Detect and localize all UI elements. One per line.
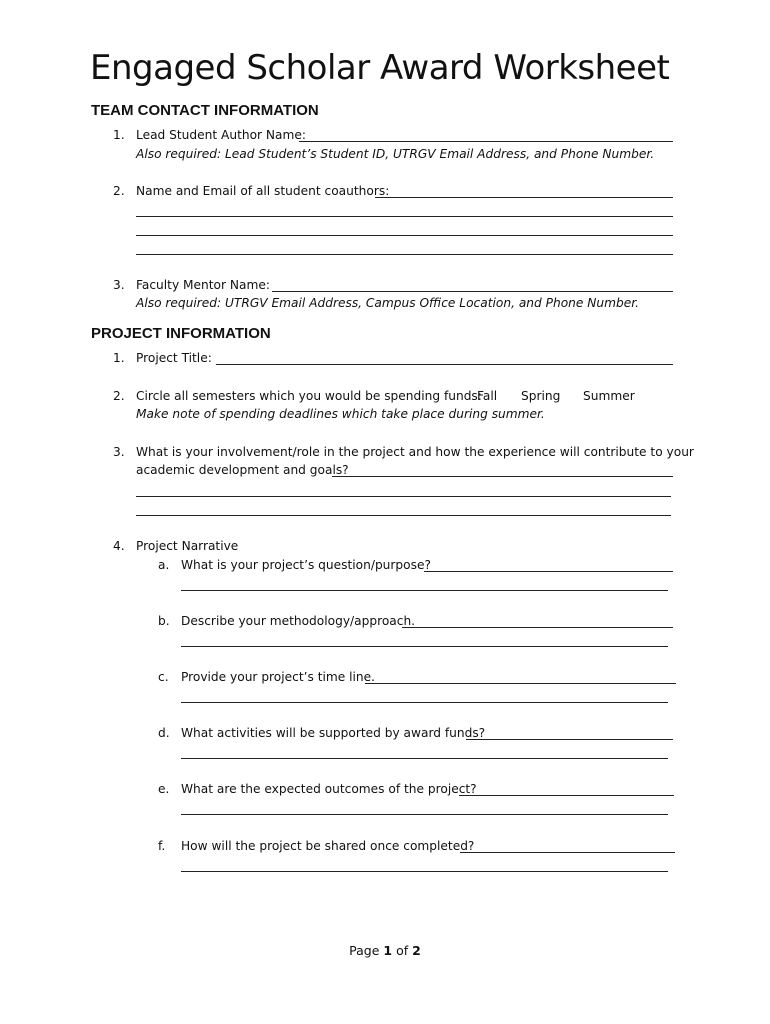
page-of: of: [392, 943, 413, 958]
sub-item-letter: d.: [158, 726, 170, 740]
outcomes-blank[interactable]: [459, 795, 674, 796]
timeline-blank-line[interactable]: [181, 702, 668, 703]
lead-author-label: Lead Student Author Name:: [136, 128, 306, 142]
narrative-question-activities: What activities will be supported by award funds?: [181, 726, 486, 740]
methodology-blank[interactable]: [402, 627, 673, 628]
section-heading-team: TEAM CONTACT INFORMATION: [91, 102, 319, 119]
total-pages: 2: [412, 943, 421, 958]
outcomes-blank-line[interactable]: [181, 814, 668, 815]
involvement-blank-line[interactable]: [136, 496, 671, 497]
narrative-label: Project Narrative: [136, 539, 239, 553]
coauthors-blank[interactable]: [375, 197, 673, 198]
involvement-blank[interactable]: [332, 476, 673, 477]
narrative-question-timeline: Provide your project’s time line.: [181, 670, 375, 684]
item-number: 2.: [113, 184, 125, 198]
lead-author-blank[interactable]: [299, 141, 673, 142]
item-number: 2.: [113, 389, 125, 403]
item-number: 1.: [113, 128, 125, 142]
sub-item-letter: e.: [158, 782, 170, 796]
involvement-blank-line[interactable]: [136, 515, 671, 516]
coauthors-blank-line[interactable]: [136, 254, 673, 255]
item-number: 3.: [113, 445, 125, 459]
mentor-blank[interactable]: [272, 291, 673, 292]
semester-option-fall[interactable]: Fall: [477, 389, 498, 403]
item-number: 1.: [113, 351, 125, 365]
mentor-label: Faculty Mentor Name:: [136, 278, 270, 292]
semesters-label: Circle all semesters which you would be spending funds:: [136, 389, 482, 403]
coauthors-blank-line[interactable]: [136, 216, 673, 217]
lead-author-note: Also required: Lead Student’s Student ID, UTRGV Email Address, and Phone Number.: [136, 147, 655, 161]
narrative-question-outcomes: What are the expected outcomes of the project?: [181, 782, 477, 796]
semester-option-spring[interactable]: Spring: [521, 389, 561, 403]
project-title-label: Project Title:: [136, 351, 212, 365]
timeline-blank[interactable]: [365, 683, 676, 684]
coauthors-label: Name and Email of all student coauthors:: [136, 184, 390, 198]
activities-blank[interactable]: [466, 739, 673, 740]
involvement-question-line2: academic development and goals?: [136, 463, 349, 477]
methodology-blank-line[interactable]: [181, 646, 668, 647]
project-title-blank[interactable]: [216, 364, 673, 365]
section-heading-project: PROJECT INFORMATION: [91, 325, 271, 342]
sub-item-letter: b.: [158, 614, 170, 628]
page-title: Engaged Scholar Award Worksheet: [90, 48, 670, 88]
semesters-note: Make note of spending deadlines which take place during summer.: [136, 407, 545, 421]
current-page: 1: [383, 943, 393, 958]
item-number: 4.: [113, 539, 125, 553]
sharing-blank[interactable]: [460, 852, 675, 853]
purpose-blank[interactable]: [424, 571, 673, 572]
mentor-note: Also required: UTRGV Email Address, Campus Office Location, and Phone Number.: [136, 296, 639, 310]
semester-option-summer[interactable]: Summer: [583, 389, 635, 403]
page-prefix: Page: [349, 943, 384, 958]
item-number: 3.: [113, 278, 125, 292]
sub-item-letter: a.: [158, 558, 170, 572]
sub-item-letter: c.: [158, 670, 169, 684]
narrative-question-sharing: How will the project be shared once completed?: [181, 839, 475, 853]
activities-blank-line[interactable]: [181, 758, 668, 759]
coauthors-blank-line[interactable]: [136, 235, 673, 236]
page-number: [0, 943, 770, 959]
narrative-question-methodology: Describe your methodology/approach.: [181, 614, 416, 628]
purpose-blank-line[interactable]: [181, 590, 668, 591]
sharing-blank-line[interactable]: [181, 871, 668, 872]
involvement-question-line1: What is your involvement/role in the project and how the experience will contribute to your: [136, 445, 694, 459]
narrative-question-purpose: What is your project’s question/purpose?: [181, 558, 431, 572]
sub-item-letter: f.: [158, 839, 166, 853]
